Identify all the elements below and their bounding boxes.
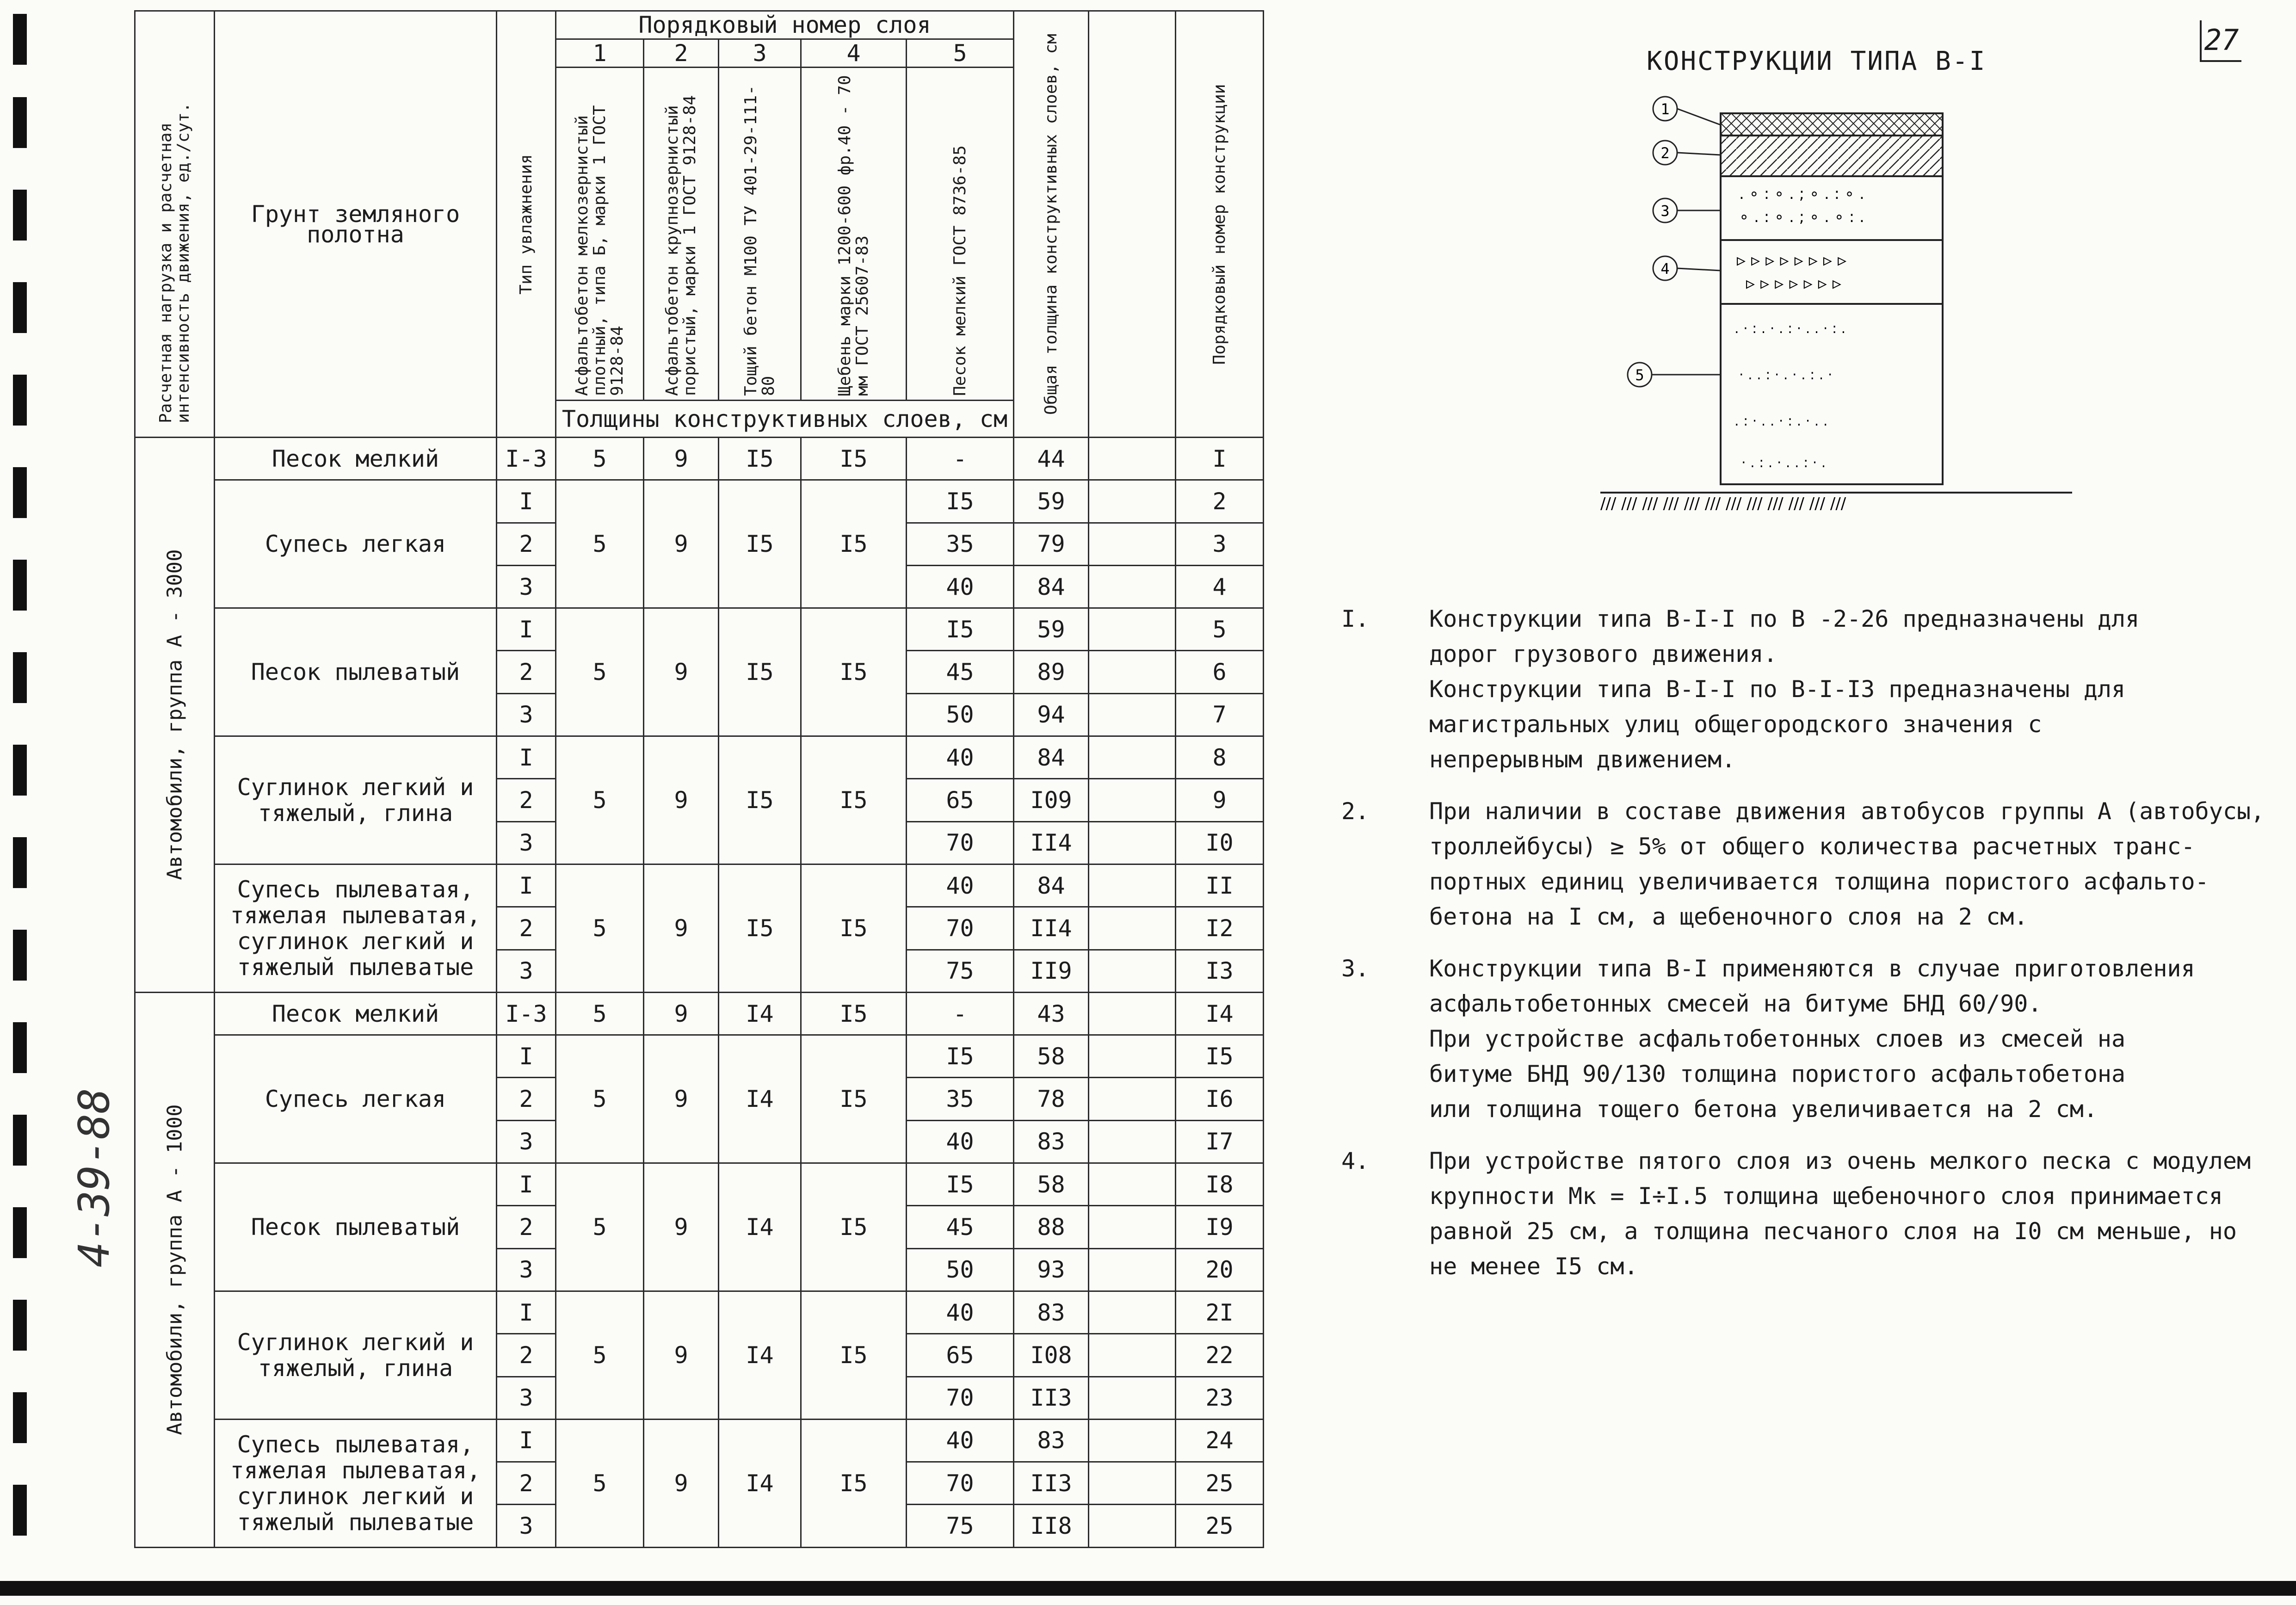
layer-thickness-l5: 40: [907, 736, 1014, 779]
soil-name: Песок пылеватый: [215, 1163, 497, 1291]
binding-mark: [13, 1392, 27, 1443]
layer-thickness-l5: 40: [907, 1291, 1014, 1333]
total-thickness: 84: [1014, 565, 1089, 608]
total-thickness: II3: [1014, 1462, 1089, 1505]
note-line: Конструкции типа В-I применяются в случае приготовления: [1429, 955, 2195, 982]
layer-thickness-l1: 5: [556, 992, 644, 1035]
note-number: 2.: [1341, 798, 1370, 825]
empty-cell: [1089, 1291, 1176, 1333]
header-layer-number: 1: [556, 39, 644, 68]
empty-cell: [1089, 1334, 1176, 1377]
layer-thickness-l3: I4: [719, 1291, 801, 1419]
header-layer-material: [719, 68, 801, 401]
note-line: не менее I5 см.: [1429, 1253, 1638, 1280]
empty-cell: [1089, 821, 1176, 864]
callout-2: 2: [1660, 144, 1670, 162]
header-layer-material-text: Асфальтобетон мелкозернистый плотный, типа Б, марки 1 ГОСТ 9128-84: [572, 105, 627, 396]
layer-thickness-l4: I5: [801, 736, 907, 864]
soil-name: Песок мелкий: [215, 992, 497, 1035]
note-line: При наличии в составе движения автобусов группы А (автобусы,: [1429, 798, 2265, 825]
layer-thickness-l2: 9: [644, 1163, 719, 1291]
moisture-type: 3: [497, 1377, 556, 1419]
table-row: [135, 480, 1264, 523]
callout-4: 4: [1660, 260, 1670, 278]
layer-thickness-l2: 9: [644, 608, 719, 736]
callout-5: 5: [1635, 366, 1644, 384]
binding-mark: [13, 282, 27, 333]
table-row: [135, 608, 1264, 651]
note-body: [1429, 951, 2266, 1127]
construction-number: 25: [1176, 1462, 1264, 1505]
note-line: бетона на I см, а щебеночного слоя на 2 см.: [1429, 903, 2028, 930]
header-layer-material-text: Щебень марки 1200-600 фр.40 - 70 мм ГОСТ 25607-83: [835, 74, 872, 396]
layer-thickness-l3: I4: [719, 992, 801, 1035]
layer-thickness-l5: 65: [907, 1334, 1014, 1377]
total-thickness: 83: [1014, 1419, 1089, 1462]
layer-thickness-l5: I5: [907, 608, 1014, 651]
group-cell: [135, 438, 215, 993]
total-thickness: 78: [1014, 1078, 1089, 1120]
construction-number: 4: [1176, 565, 1264, 608]
empty-cell: [1089, 1035, 1176, 1078]
moisture-type: 3: [497, 821, 556, 864]
total-thickness: 59: [1014, 608, 1089, 651]
note-line: крупности Мк = I÷I.5 толщина щебеночного слоя принимается: [1429, 1183, 2223, 1210]
construction-number: 24: [1176, 1419, 1264, 1462]
binding-mark: [13, 467, 27, 518]
layer-thickness-l5: I5: [907, 1035, 1014, 1078]
layer-thickness-l2: 9: [644, 736, 719, 864]
layer-thickness-l4: I5: [801, 480, 907, 608]
layer-thickness-l5: 70: [907, 1377, 1014, 1419]
construction-number: 8: [1176, 736, 1264, 779]
empty-cell: [1089, 1505, 1176, 1548]
construction-number: 25: [1176, 1505, 1264, 1548]
moisture-type: 2: [497, 1078, 556, 1120]
layer-thickness-l1: 5: [556, 438, 644, 480]
layer-callouts: [1628, 97, 1721, 387]
note-line: троллейбусы) ≥ 5% от общего количества расчетных транс-: [1429, 833, 2195, 860]
callout-1: 1: [1660, 100, 1670, 118]
soil-name: Суглинок легкий и тяжелый, глина: [215, 736, 497, 864]
empty-cell: [1089, 907, 1176, 950]
note-line: асфальтобетонных смесей на битуме БНД 60/90.: [1429, 990, 2042, 1017]
note-line: Конструкции типа В-I-I по В -2-26 предназначены для: [1429, 605, 2140, 632]
table-row: [135, 864, 1264, 907]
empty-cell: [1089, 565, 1176, 608]
empty-cell: [1089, 736, 1176, 779]
moisture-type: I: [497, 480, 556, 523]
svg-text:. : · . . · : . · . .: . : · . . · : . · . .: [1734, 413, 1828, 429]
binding-mark: [13, 1022, 27, 1073]
note-number: 3.: [1341, 955, 1370, 982]
moisture-type: 3: [497, 950, 556, 992]
notes-section: [1323, 601, 2266, 1301]
header-layer-material-text: Тощий бетон М100 ТУ 401-29-111-80: [741, 85, 778, 396]
moisture-type: 3: [497, 565, 556, 608]
layer-4-crushed-stone: [1721, 240, 1943, 304]
header-empty-column: [1089, 11, 1176, 438]
pavement-construction-table: [134, 10, 1264, 1548]
note-body: [1429, 601, 2266, 777]
soil-name: Суглинок легкий и тяжелый, глина: [215, 1291, 497, 1419]
moisture-type: 3: [497, 1248, 556, 1291]
layer-thickness-l3: I5: [719, 736, 801, 864]
empty-cell: [1089, 950, 1176, 992]
total-thickness: 88: [1014, 1206, 1089, 1248]
layer-thickness-l1: 5: [556, 864, 644, 992]
total-thickness: II9: [1014, 950, 1089, 992]
layer-thickness-l5: 70: [907, 907, 1014, 950]
binding-mark: [13, 190, 27, 241]
layer-thickness-l4: I5: [801, 992, 907, 1035]
svg-text:. · : . · . : · . . · : .: . · : . · . : · . . · : .: [1734, 321, 1846, 337]
total-thickness: 89: [1014, 651, 1089, 693]
construction-number: I9: [1176, 1206, 1264, 1248]
layer-thickness-l1: 5: [556, 1163, 644, 1291]
svg-text:· . : . · . . : · .: · . : . · . . : · .: [1741, 455, 1826, 471]
total-thickness: 83: [1014, 1120, 1089, 1163]
layer-thickness-l2: 9: [644, 1291, 719, 1419]
total-thickness: II3: [1014, 1377, 1089, 1419]
construction-number: I3: [1176, 950, 1264, 992]
note-body: [1429, 794, 2266, 934]
empty-cell: [1089, 1462, 1176, 1505]
note-number: 4.: [1341, 1148, 1370, 1174]
header-layer-number: 5: [907, 39, 1014, 68]
header-load-intensity: [135, 11, 215, 438]
note-item: [1323, 1143, 2266, 1284]
header-construction-number: [1176, 11, 1264, 438]
empty-cell: [1089, 1120, 1176, 1163]
total-thickness: II4: [1014, 821, 1089, 864]
construction-number: I8: [1176, 1163, 1264, 1206]
total-thickness: 83: [1014, 1291, 1089, 1333]
moisture-type: 2: [497, 907, 556, 950]
layer-thickness-l3: I4: [719, 1419, 801, 1547]
page-number: 27: [2200, 20, 2241, 62]
note-line: Конструкции типа В-I-I по В-I-I3 предназначены для: [1429, 676, 2126, 703]
side-handwritten-note: [69, 1008, 120, 1267]
construction-number: I6: [1176, 1078, 1264, 1120]
layer-thickness-l4: I5: [801, 438, 907, 480]
table-row: [135, 736, 1264, 779]
construction-number: 6: [1176, 651, 1264, 693]
note-line: магистральных улиц общегородского значения с: [1429, 711, 2042, 738]
table-row: [135, 1291, 1264, 1333]
bottom-edge-bar: [0, 1581, 2296, 1596]
layer-thickness-l5: 65: [907, 779, 1014, 821]
svg-text:▹ ▹ ▹ ▹ ▹ ▹ ▹ ▹: ▹ ▹ ▹ ▹ ▹ ▹ ▹ ▹: [1737, 250, 1847, 270]
layer-thickness-l1: 5: [556, 480, 644, 608]
layer-thickness-l4: I5: [801, 608, 907, 736]
layer-thickness-l1: 5: [556, 1419, 644, 1547]
layer-thickness-l5: 35: [907, 1078, 1014, 1120]
layer-thickness-l3: I4: [719, 1035, 801, 1163]
binding-mark: [13, 1115, 27, 1166]
binding-mark: [13, 14, 27, 65]
note-body: [1429, 1143, 2266, 1284]
empty-cell: [1089, 438, 1176, 480]
total-thickness: 84: [1014, 736, 1089, 779]
table-row: [135, 1035, 1264, 1078]
layer-thickness-l5: 75: [907, 950, 1014, 992]
empty-cell: [1089, 779, 1176, 821]
binding-mark: [13, 375, 27, 426]
binding-mark: [13, 560, 27, 611]
binding-mark: [13, 97, 27, 148]
total-thickness: 79: [1014, 523, 1089, 565]
soil-name: Песок пылеватый: [215, 608, 497, 736]
total-thickness: 94: [1014, 693, 1089, 736]
total-thickness: 93: [1014, 1248, 1089, 1291]
construction-number: 20: [1176, 1248, 1264, 1291]
moisture-type: I: [497, 1291, 556, 1333]
moisture-type: I-3: [497, 992, 556, 1035]
layer-thickness-l5: 50: [907, 693, 1014, 736]
note-line: портных единиц увеличивается толщина пористого асфальто-: [1429, 868, 2209, 895]
total-thickness: II4: [1014, 907, 1089, 950]
soil-name: Супесь пылеватая, тяжелая пылеватая, суглинок легкий и тяжелый пылеватые: [215, 1419, 497, 1547]
header-layer-number: 3: [719, 39, 801, 68]
note-line: непрерывным движением.: [1429, 746, 1736, 773]
binding-mark: [13, 1207, 27, 1258]
empty-cell: [1089, 1206, 1176, 1248]
total-thickness: II8: [1014, 1505, 1089, 1548]
layer-thickness-l5: 75: [907, 1505, 1014, 1548]
table-row: [135, 1163, 1264, 1206]
layer-thickness-l5: 40: [907, 864, 1014, 907]
table-row: [135, 992, 1264, 1035]
layer-thickness-l5: 40: [907, 565, 1014, 608]
layer-thickness-l1: 5: [556, 608, 644, 736]
moisture-type: I: [497, 1419, 556, 1462]
layer-thickness-l3: I5: [719, 608, 801, 736]
moisture-type: 3: [497, 693, 556, 736]
note-item: [1323, 951, 2266, 1127]
note-line: дорог грузового движения.: [1429, 641, 1778, 667]
note-line: или толщина тощего бетона увеличивается на 2 см.: [1429, 1096, 2098, 1123]
layer-thickness-l5: -: [907, 438, 1014, 480]
moisture-type: I: [497, 736, 556, 779]
layer-thickness-l5: 70: [907, 821, 1014, 864]
note-number: I.: [1341, 605, 1370, 632]
moisture-type: I: [497, 1163, 556, 1206]
empty-cell: [1089, 1377, 1176, 1419]
empty-cell: [1089, 1078, 1176, 1120]
layer-thickness-l5: 40: [907, 1120, 1014, 1163]
construction-number: I2: [1176, 907, 1264, 950]
layer-thickness-l5: I5: [907, 480, 1014, 523]
empty-cell: [1089, 864, 1176, 907]
layer-1-dense-asphalt: [1721, 113, 1943, 136]
group-cell: [135, 992, 215, 1547]
binding-mark: [13, 745, 27, 796]
header-total-thickness: [1014, 11, 1089, 438]
construction-number: 22: [1176, 1334, 1264, 1377]
table-row: [135, 1419, 1264, 1462]
header-layer-material: [801, 68, 907, 401]
construction-number: I7: [1176, 1120, 1264, 1163]
moisture-type: 2: [497, 1462, 556, 1505]
layer-3-lean-concrete: [1721, 176, 1943, 240]
layer-thickness-l3: I5: [719, 864, 801, 992]
layer-thickness-l2: 9: [644, 1035, 719, 1163]
binding-mark: [13, 1300, 27, 1351]
empty-cell: [1089, 1419, 1176, 1462]
note-item: [1323, 794, 2266, 934]
construction-number: 2I: [1176, 1291, 1264, 1333]
header-layer-material-text: Песок мелкий ГОСТ 8736-85: [950, 145, 969, 396]
binding-mark: [13, 1485, 27, 1536]
svg-text:. ∘ : ∘ . ; ∘ . : ∘ .: . ∘ : ∘ . ; ∘ . : ∘ .: [1739, 185, 1864, 203]
note-line: битуме БНД 90/130 толщина пористого асфальтобетона: [1429, 1061, 2126, 1087]
moisture-type: 2: [497, 1206, 556, 1248]
layer-5-fine-sand: [1721, 304, 1943, 484]
layer-thickness-l5: 45: [907, 1206, 1014, 1248]
layer-thickness-l5: 50: [907, 1248, 1014, 1291]
binding-mark: [13, 837, 27, 888]
layer-thickness-l5: 40: [907, 1419, 1014, 1462]
layer-thickness-l1: 5: [556, 1291, 644, 1419]
header-layer-material: [907, 68, 1014, 401]
layer-thickness-l4: I5: [801, 1419, 907, 1547]
moisture-type: 2: [497, 651, 556, 693]
construction-number: I4: [1176, 992, 1264, 1035]
layer-thickness-l5: -: [907, 992, 1014, 1035]
moisture-type: I: [497, 608, 556, 651]
soil-name: Песок мелкий: [215, 438, 497, 480]
layer-thickness-l2: 9: [644, 992, 719, 1035]
layer-thickness-l1: 5: [556, 736, 644, 864]
header-layer-material: [644, 68, 719, 401]
empty-cell: [1089, 992, 1176, 1035]
layer-thickness-l2: 9: [644, 438, 719, 480]
total-thickness: 84: [1014, 864, 1089, 907]
side-note-text: 4-39-88: [69, 1088, 119, 1267]
header-layer-number: 4: [801, 39, 907, 68]
empty-cell: [1089, 1163, 1176, 1206]
header-soil: Грунт земляного полотна: [215, 11, 497, 438]
empty-cell: [1089, 651, 1176, 693]
group-label: Автомобили, группа А - 3000: [163, 549, 186, 881]
group-label: Автомобили, группа А - 1000: [163, 1104, 186, 1436]
moisture-type: I-3: [497, 438, 556, 480]
header-moisture-type: [497, 11, 556, 438]
construction-number: 2: [1176, 480, 1264, 523]
binding-mark: [13, 652, 27, 703]
header-layer-number: 2: [644, 39, 719, 68]
note-item: [1323, 601, 2266, 777]
layer-thickness-l2: 9: [644, 864, 719, 992]
layer-thickness-l3: I5: [719, 480, 801, 608]
layer-thickness-l2: 9: [644, 480, 719, 608]
moisture-type: I: [497, 1035, 556, 1078]
header-moisture-type-text: Тип увлажнения: [516, 154, 536, 295]
header-layer-material-text: Асфальтобетон крупнозернистый пористый, марки 1 ГОСТ 9128-84: [662, 95, 699, 396]
header-load-intensity-text: Расчетная нагрузка и расчетная интенсивность движения, ед./сут.: [156, 102, 193, 423]
layer-thickness-l5: 45: [907, 651, 1014, 693]
header-total-thickness-text: Общая толщина конструктивных слоев, см: [1041, 33, 1061, 415]
empty-cell: [1089, 1248, 1176, 1291]
pavement-layer-diagram: [1563, 37, 2118, 523]
soil-name: Супесь легкая: [215, 1035, 497, 1163]
construction-number: 5: [1176, 608, 1264, 651]
svg-text:· . . : · . · . : . ·: · . . : · . · . : . ·: [1739, 367, 1833, 383]
empty-cell: [1089, 480, 1176, 523]
total-thickness: 58: [1014, 1035, 1089, 1078]
binding-mark: [13, 930, 27, 981]
construction-number: I0: [1176, 821, 1264, 864]
construction-number: 7: [1176, 693, 1264, 736]
empty-cell: [1089, 523, 1176, 565]
total-thickness: 59: [1014, 480, 1089, 523]
svg-text:∘ . : ∘ . ; ∘ . ∘ : .: ∘ . : ∘ . ; ∘ . ∘ : .: [1739, 208, 1864, 226]
layer-2-porous-asphalt: [1721, 136, 1943, 176]
note-line: При устройстве асфальтобетонных слоев из смесей на: [1429, 1025, 2126, 1052]
note-line: равной 25 см, а толщина песчаного слоя на I0 см меньше, но: [1429, 1218, 2237, 1245]
total-thickness: 44: [1014, 438, 1089, 480]
layer-thickness-l3: I4: [719, 1163, 801, 1291]
header-layer-thickness: Толщины конструктивных слоев, см: [556, 401, 1014, 438]
diagram-title: КОНСТРУКЦИИ ТИПА В-I: [1647, 46, 1987, 76]
ground-line: [1600, 493, 2072, 513]
construction-number: I5: [1176, 1035, 1264, 1078]
note-line: При устройстве пятого слоя из очень мелкого песка с модулем: [1429, 1148, 2251, 1174]
layer-thickness-l4: I5: [801, 1291, 907, 1419]
moisture-type: I: [497, 864, 556, 907]
svg-text:/// /// /// /// /// /// /// //: /// /// /// /// /// /// /// /// /// /// /// ///: [1600, 494, 1846, 513]
moisture-type: 3: [497, 1505, 556, 1548]
svg-text:▹ ▹ ▹ ▹ ▹ ▹ ▹: ▹ ▹ ▹ ▹ ▹ ▹ ▹: [1746, 273, 1841, 293]
total-thickness: I08: [1014, 1334, 1089, 1377]
empty-cell: [1089, 608, 1176, 651]
header-layer-order: Порядковый номер слоя: [556, 11, 1014, 39]
total-thickness: I09: [1014, 779, 1089, 821]
layer-thickness-l1: 5: [556, 1035, 644, 1163]
header-construction-number-text: Порядковый номер конструкции: [1210, 84, 1229, 364]
layer-thickness-l4: I5: [801, 1163, 907, 1291]
total-thickness: 58: [1014, 1163, 1089, 1206]
layer-thickness-l5: I5: [907, 1163, 1014, 1206]
layer-thickness-l5: 35: [907, 523, 1014, 565]
header-layer-material: [556, 68, 644, 401]
table-row: [135, 438, 1264, 480]
callout-3: 3: [1660, 202, 1670, 220]
construction-number: 23: [1176, 1377, 1264, 1419]
total-thickness: 43: [1014, 992, 1089, 1035]
layer-thickness-l5: 70: [907, 1462, 1014, 1505]
moisture-type: 2: [497, 1334, 556, 1377]
layer-thickness-l4: I5: [801, 864, 907, 992]
empty-cell: [1089, 693, 1176, 736]
construction-number: I: [1176, 438, 1264, 480]
soil-name: Супесь легкая: [215, 480, 497, 608]
construction-number: 3: [1176, 523, 1264, 565]
soil-name: Супесь пылеватая, тяжелая пылеватая, суглинок легкий и тяжелый пылеватые: [215, 864, 497, 992]
moisture-type: 2: [497, 523, 556, 565]
layer-thickness-l2: 9: [644, 1419, 719, 1547]
construction-number: II: [1176, 864, 1264, 907]
moisture-type: 3: [497, 1120, 556, 1163]
moisture-type: 2: [497, 779, 556, 821]
layer-thickness-l3: I5: [719, 438, 801, 480]
layer-thickness-l4: I5: [801, 1035, 907, 1163]
construction-number: 9: [1176, 779, 1264, 821]
